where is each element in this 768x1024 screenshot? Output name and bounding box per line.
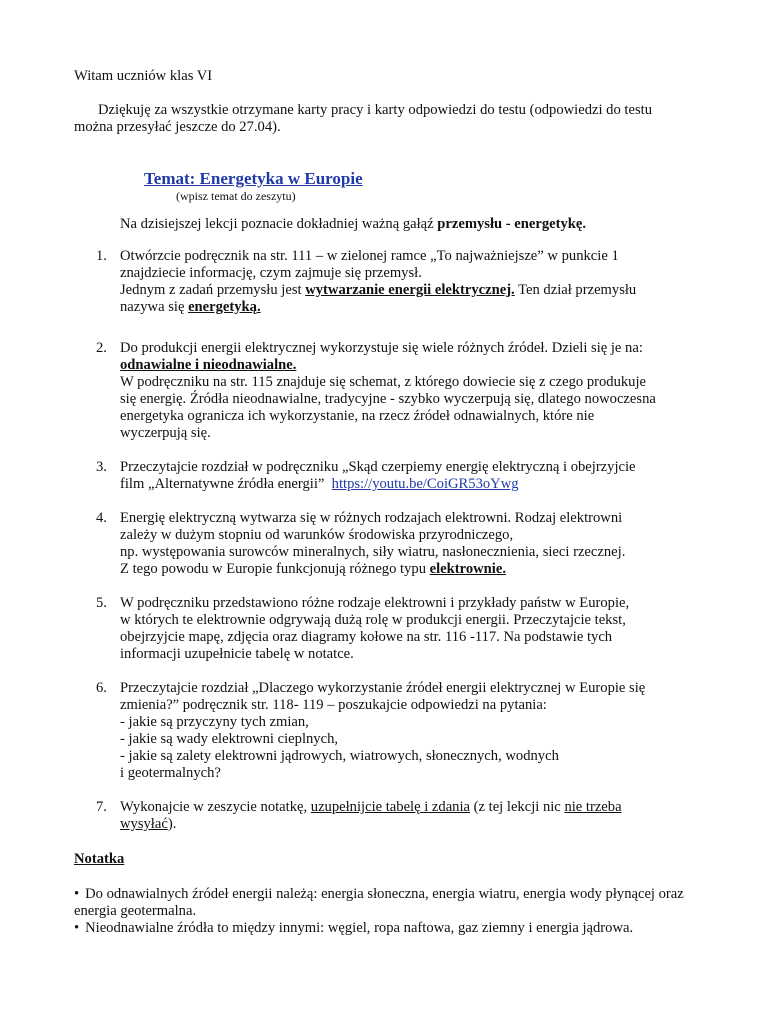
video-link[interactable]: https://youtu.be/CoiGR53oYwg xyxy=(331,476,519,492)
task-list xyxy=(74,248,694,833)
task-number: 6. xyxy=(96,680,107,696)
task-line: Do produkcji energii elektrycznej wykorzystuje się wiele różnych źródeł. Dzieli się je na: xyxy=(120,340,643,356)
task-highlight: uzupełnijcie tabelę i zdania xyxy=(310,799,471,815)
thanks-paragraph xyxy=(74,102,694,136)
task-line: - jakie są zalety elektrowni jądrowych, wiatrowych, słonecznych, wodnych xyxy=(120,748,559,764)
notes-item xyxy=(74,920,704,937)
intro-paragraph xyxy=(120,216,720,233)
task-text: Jednym z zadań przemysłu jest xyxy=(120,282,306,298)
task-highlight: wysyłać xyxy=(120,816,168,832)
notes-text: Do odnawialnych źródeł energii należą: energia słoneczna, energia wiatru, energia wody płynącej oraz energia geotermalna. xyxy=(74,886,684,919)
task-line: zmienia?” podręcznik str. 118- 119 – poszukajcie odpowiedzi na pytania: xyxy=(120,697,547,713)
task-line: informacji uzupełnicie tabelę w notatce. xyxy=(120,646,354,662)
notes-text: Nieodnawialne źródła to między innymi: węgiel, ropa naftowa, gaz ziemny i energia jądrowa. xyxy=(85,920,634,936)
task-text: Ten dział przemysłu xyxy=(514,282,637,298)
task-line: Przeczytajcie rozdział w podręczniku „Skąd czerpiemy energię elektryczną i obejrzyjcie xyxy=(120,459,636,475)
task-line: Otwórzcie podręcznik na str. 111 – w zielonej ramce „To najważniejsze” w punkcie 1 xyxy=(120,248,619,264)
intro-text: Na dzisiejszej lekcji poznacie dokładniej ważną gałąź xyxy=(120,216,438,232)
task-line: W podręczniku na str. 115 znajduje się schemat, z którego dowiecie się z czego produkuje xyxy=(120,374,647,390)
task-highlight: wytwarzanie energii elektrycznej. xyxy=(305,282,515,298)
notes-section xyxy=(74,886,704,937)
task-number: 1. xyxy=(96,248,107,264)
task-text: (z tej lekcji nic xyxy=(470,799,565,815)
task-number: 3. xyxy=(96,459,107,475)
topic-title: Temat: Energetyka w Europie xyxy=(144,169,363,188)
task-highlight: elektrownie. xyxy=(429,561,506,577)
topic-note: (wpisz temat do zeszytu) xyxy=(176,189,296,203)
task-line: i geotermalnych? xyxy=(120,765,221,781)
bullet-icon: • xyxy=(74,920,80,936)
task-line: się energię. Źródła nieodnawialne, tradycyjne - szybko wyczerpują się, dlatego nowoczesna xyxy=(120,391,656,407)
task-text: ). xyxy=(167,816,177,832)
task-item-3 xyxy=(74,459,694,493)
task-line: w których te elektrownie odgrywają dużą rolę w produkcji energii. Przeczytajcie tekst, xyxy=(120,612,626,628)
task-text: nazywa się xyxy=(120,299,189,315)
task-line xyxy=(120,816,694,833)
task-item-5 xyxy=(74,595,694,663)
task-line xyxy=(120,476,694,493)
task-highlight: nie trzeba xyxy=(564,799,622,815)
task-item-2 xyxy=(74,340,694,442)
intro-bold: przemysłu - energetykę. xyxy=(437,216,586,232)
task-line: - jakie są przyczyny tych zmian, xyxy=(120,714,309,730)
bullet-icon: • xyxy=(74,886,80,902)
task-item-6 xyxy=(74,680,694,782)
task-line: np. występowania surowców mineralnych, siły wiatru, nasłonecznienia, sieci rzecznej. xyxy=(120,544,626,560)
task-number: 4. xyxy=(96,510,107,526)
task-line xyxy=(120,299,694,316)
task-text: Z tego powodu w Europie funkcjonują różnego typu xyxy=(120,561,430,577)
task-text: Wykonajcie w zeszycie notatkę, xyxy=(120,799,311,815)
notes-item xyxy=(74,886,704,920)
task-item-4 xyxy=(74,510,694,578)
task-number: 2. xyxy=(96,340,107,356)
task-highlight: energetyką. xyxy=(188,299,261,315)
task-line: zależy w dużym stopniu od warunków środowiska przyrodniczego, xyxy=(120,527,514,543)
greeting: Witam uczniów klas VI xyxy=(74,68,213,84)
task-line: Energię elektryczną wytwarza się w różnych rodzajach elektrowni. Rodzaj elektrowni xyxy=(120,510,623,526)
task-number: 7. xyxy=(96,799,107,815)
task-highlight: odnawialne i nieodnawialne. xyxy=(120,357,297,373)
task-line: energetyka ogranicza ich wykorzystanie, na rzecz źródeł odnawialnych, które nie xyxy=(120,408,595,424)
task-number: 5. xyxy=(96,595,107,611)
task-line xyxy=(120,561,694,578)
task-line: W podręczniku przedstawiono różne rodzaje elektrowni i przykłady państw w Europie, xyxy=(120,595,630,611)
task-line xyxy=(120,799,694,816)
task-line: Przeczytajcie rozdział „Dlaczego wykorzystanie źródeł energii elektrycznej w Europie się xyxy=(120,680,646,696)
thanks-text: Dziękuję za wszystkie otrzymane karty pracy i karty odpowiedzi do testu (odpowiedzi do testu można przesyłać jeszcze do 27.04). xyxy=(74,102,652,135)
notes-heading: Notatka xyxy=(74,851,125,867)
task-line: - jakie są wady elektrowni cieplnych, xyxy=(120,731,339,747)
task-item-1 xyxy=(74,248,694,316)
task-text: film „Alternatywne źródła energii” xyxy=(120,476,325,492)
task-line: znajdziecie informację, czym zajmuje się przemysł. xyxy=(120,265,422,281)
task-line: obejrzyjcie mapę, zdjęcia oraz diagramy kołowe na str. 116 -117. Na podstawie tych xyxy=(120,629,613,645)
task-line xyxy=(120,282,694,299)
task-line: wyczerpują się. xyxy=(120,425,211,441)
task-item-7 xyxy=(74,799,694,833)
